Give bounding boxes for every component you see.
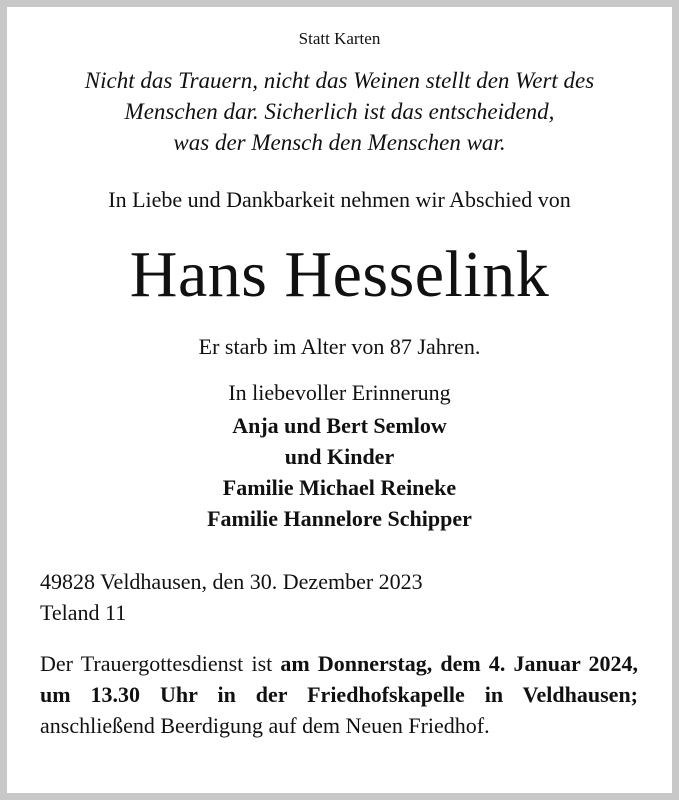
memorial-quote [7,65,672,158]
memory-line: In liebevoller Erinnerung [228,380,451,405]
service-text-2: anschließend Beerdigung auf dem Neuen Friedhof. [40,713,490,738]
deceased-name: Hans Hesselink [129,238,550,311]
farewell-intro: In Liebe und Dankbarkeit nehmen wir Abschied von [108,187,571,212]
mourner-entry: Familie Michael Reineke [222,475,457,500]
mourner-entry: und Kinder [284,444,395,469]
mourner-entry: Anja und Bert Semlow [232,413,447,438]
age-line: Er starb im Alter von 87 Jahren. [198,334,481,359]
quote-line: Nicht das Trauern, nicht das Weinen stellt den Wert des [84,68,595,93]
service-text-1: Der Trauergottesdienst ist [40,651,281,676]
place-and-address [40,566,423,628]
mourners-list [7,410,672,534]
mourner-entry: Familie Hannelore Schipper [207,506,472,531]
quote-line: Menschen dar. Sicherlich ist das entscheidend, [124,99,555,124]
obituary-card [7,7,672,793]
header-statt-karten: Statt Karten [298,29,381,48]
service-date-location: am Donnerstag, dem 4. Januar 2024, um 13.30 Uhr in der Friedhofskapelle in Veldhausen; [40,651,639,707]
funeral-service-info [40,648,638,741]
place-date: 49828 Veldhausen, den 30. Dezember 2023 [40,569,423,594]
quote-line: was der Mensch den Menschen war. [173,130,506,155]
address: Teland 11 [40,600,127,625]
